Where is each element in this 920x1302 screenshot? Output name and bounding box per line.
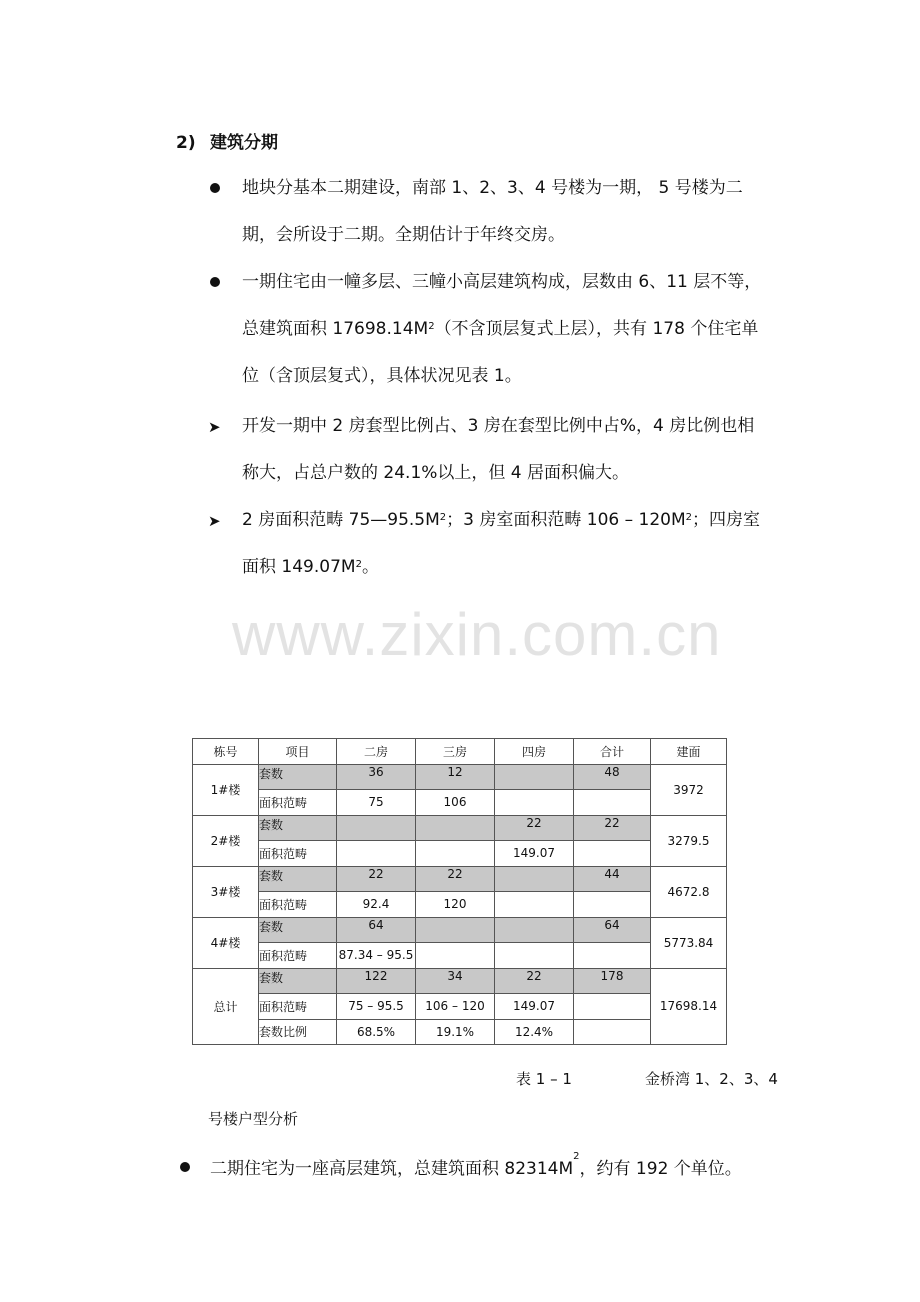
text-fragment: ；四房室 bbox=[692, 510, 761, 530]
table-cell: 22 bbox=[495, 968, 574, 994]
text-line: 位（含顶层复式），具体状况见表 1。 bbox=[242, 366, 522, 386]
table-cell: 48 bbox=[574, 764, 651, 790]
building-cell: 3#楼 bbox=[193, 866, 259, 917]
table-cell: 120 bbox=[416, 892, 495, 918]
paragraph-bullet-1 bbox=[242, 165, 743, 259]
table-cell: 套数 bbox=[259, 917, 337, 943]
section-heading bbox=[176, 128, 278, 153]
table-row bbox=[193, 892, 727, 918]
table-row bbox=[193, 917, 727, 943]
table-header-cell: 项目 bbox=[259, 739, 337, 765]
building-cell: 2#楼 bbox=[193, 815, 259, 866]
table-header-row bbox=[193, 739, 727, 765]
paragraph-bullet-2 bbox=[242, 259, 761, 400]
table-cell: 面积范畴 bbox=[259, 994, 337, 1020]
text-line bbox=[242, 306, 761, 353]
paragraph-phase-two bbox=[210, 1151, 742, 1179]
paragraph-arrow-2 bbox=[242, 497, 760, 591]
table-cell bbox=[416, 815, 495, 841]
table-cell: 34 bbox=[416, 968, 495, 994]
table-header-cell: 三房 bbox=[416, 739, 495, 765]
table-cell bbox=[574, 943, 651, 969]
table-header-cell: 栋号 bbox=[193, 739, 259, 765]
table-cell: 106 bbox=[416, 790, 495, 816]
superscript: 2 bbox=[439, 512, 447, 523]
area-total-cell: 3972 bbox=[651, 764, 727, 815]
table-caption-text: 金桥湾 1、2、3、4 bbox=[645, 1070, 778, 1088]
table-cell: 64 bbox=[337, 917, 416, 943]
table-cell: 87.34 – 95.5 bbox=[337, 943, 416, 969]
text-line bbox=[242, 497, 760, 544]
table-cell: 套数 bbox=[259, 866, 337, 892]
table-cell: 面积范畴 bbox=[259, 943, 337, 969]
table-row bbox=[193, 790, 727, 816]
paragraph-arrow-1 bbox=[242, 403, 754, 497]
superscript: 2 bbox=[685, 512, 693, 523]
table-cell bbox=[416, 917, 495, 943]
table-caption-text-cont: 号楼户型分析 bbox=[208, 1110, 299, 1128]
table-cell: 178 bbox=[574, 968, 651, 994]
text-fragment: ，约有 192 个单位。 bbox=[579, 1159, 742, 1179]
area-total-cell: 3279.5 bbox=[651, 815, 727, 866]
table-cell: 套数 bbox=[259, 764, 337, 790]
table-cell bbox=[574, 994, 651, 1020]
table-cell bbox=[495, 943, 574, 969]
table-cell bbox=[495, 866, 574, 892]
text-line: 称大，占总户数的 24.1%以上，但 4 居面积偏大。 bbox=[242, 463, 630, 483]
table-header-cell: 合计 bbox=[574, 739, 651, 765]
bullet-dot-icon bbox=[180, 1162, 190, 1172]
table-cell: 149.07 bbox=[495, 841, 574, 867]
text-fragment: ；3 房室面积范畴 106 – 120M bbox=[446, 510, 686, 530]
text-fragment: 2 房面积范畴 75—95.5M bbox=[242, 510, 440, 530]
table-row bbox=[193, 841, 727, 867]
text-line: 地块分基本二期建设，南部 1、2、3、4 号楼为一期， 5 号楼为二 bbox=[242, 178, 743, 198]
text-line bbox=[242, 544, 760, 591]
table-cell bbox=[495, 892, 574, 918]
table-cell: 面积范畴 bbox=[259, 841, 337, 867]
arrow-bullet-icon: ➤ bbox=[208, 418, 221, 436]
table-cell bbox=[337, 841, 416, 867]
table-cell bbox=[574, 841, 651, 867]
table-cell: 22 bbox=[337, 866, 416, 892]
table-cell: 22 bbox=[416, 866, 495, 892]
table-row bbox=[193, 764, 727, 790]
table-cell: 面积范畴 bbox=[259, 790, 337, 816]
building-cell: 1#楼 bbox=[193, 764, 259, 815]
text-line: 期，会所设于二期。全期估计于年终交房。 bbox=[242, 225, 565, 245]
table-cell bbox=[574, 892, 651, 918]
building-cell: 4#楼 bbox=[193, 917, 259, 968]
table-row bbox=[193, 994, 727, 1020]
table-cell: 套数 bbox=[259, 968, 337, 994]
table-header-cell: 建面 bbox=[651, 739, 727, 765]
arrow-bullet-icon: ➤ bbox=[208, 512, 221, 530]
table-cell bbox=[495, 764, 574, 790]
table-cell: 122 bbox=[337, 968, 416, 994]
table-cell: 22 bbox=[495, 815, 574, 841]
table-cell bbox=[416, 943, 495, 969]
table-cell: 22 bbox=[574, 815, 651, 841]
table-cell bbox=[416, 841, 495, 867]
table-cell: 44 bbox=[574, 866, 651, 892]
table-header-cell: 二房 bbox=[337, 739, 416, 765]
table-cell bbox=[495, 790, 574, 816]
superscript: 2 bbox=[573, 1151, 580, 1162]
area-total-cell: 5773.84 bbox=[651, 917, 727, 968]
table-row bbox=[193, 943, 727, 969]
bullet-dot-icon bbox=[210, 277, 220, 287]
table-cell: 75 – 95.5 bbox=[337, 994, 416, 1020]
table-row bbox=[193, 815, 727, 841]
superscript: 2 bbox=[428, 321, 435, 332]
table-header-cell: 四房 bbox=[495, 739, 574, 765]
bullet-dot-icon bbox=[210, 183, 220, 193]
table-cell: 106 – 120 bbox=[416, 994, 495, 1020]
table-cell: 75 bbox=[337, 790, 416, 816]
text-fragment: 。 bbox=[361, 557, 379, 577]
table-cell bbox=[574, 790, 651, 816]
table-row bbox=[193, 968, 727, 994]
table-cell: 12.4% bbox=[495, 1019, 574, 1045]
section-title: 建筑分期 bbox=[210, 133, 278, 153]
table-caption-number: 表 1 – 1 bbox=[516, 1070, 572, 1088]
table-cell: 149.07 bbox=[495, 994, 574, 1020]
table-row bbox=[193, 1019, 727, 1045]
text-fragment: （不含顶层复式上层），共有 178 个住宅单 bbox=[434, 319, 759, 339]
table-cell bbox=[337, 815, 416, 841]
text-fragment: 二期住宅为一座高层建筑，总建筑面积 82314M bbox=[210, 1159, 574, 1179]
building-cell: 总计 bbox=[193, 968, 259, 1045]
text-fragment: 总建筑面积 17698.14M bbox=[242, 319, 429, 339]
table-cell: 92.4 bbox=[337, 892, 416, 918]
text-line: 一期住宅由一幢多层、三幢小高层建筑构成，层数由 6、11 层不等， bbox=[242, 272, 762, 292]
table-cell: 68.5% bbox=[337, 1019, 416, 1045]
area-total-cell: 17698.14 bbox=[651, 968, 727, 1045]
table-cell: 19.1% bbox=[416, 1019, 495, 1045]
table-cell: 套数比例 bbox=[259, 1019, 337, 1045]
area-total-cell: 4672.8 bbox=[651, 866, 727, 917]
unit-type-table bbox=[192, 738, 727, 1045]
superscript: 2 bbox=[355, 559, 362, 570]
table-cell bbox=[574, 1019, 651, 1045]
table-cell: 64 bbox=[574, 917, 651, 943]
table-cell: 套数 bbox=[259, 815, 337, 841]
table-row bbox=[193, 866, 727, 892]
section-number: 2) bbox=[176, 133, 196, 153]
table-cell: 12 bbox=[416, 764, 495, 790]
table-cell: 36 bbox=[337, 764, 416, 790]
watermark: www.zixin.com.cn bbox=[232, 601, 722, 668]
table-cell: 面积范畴 bbox=[259, 892, 337, 918]
text-line: 开发一期中 2 房套型比例占、3 房在套型比例中占%，4 房比例也相 bbox=[242, 416, 755, 436]
text-fragment: 面积 149.07M bbox=[242, 557, 356, 577]
table-cell bbox=[495, 917, 574, 943]
